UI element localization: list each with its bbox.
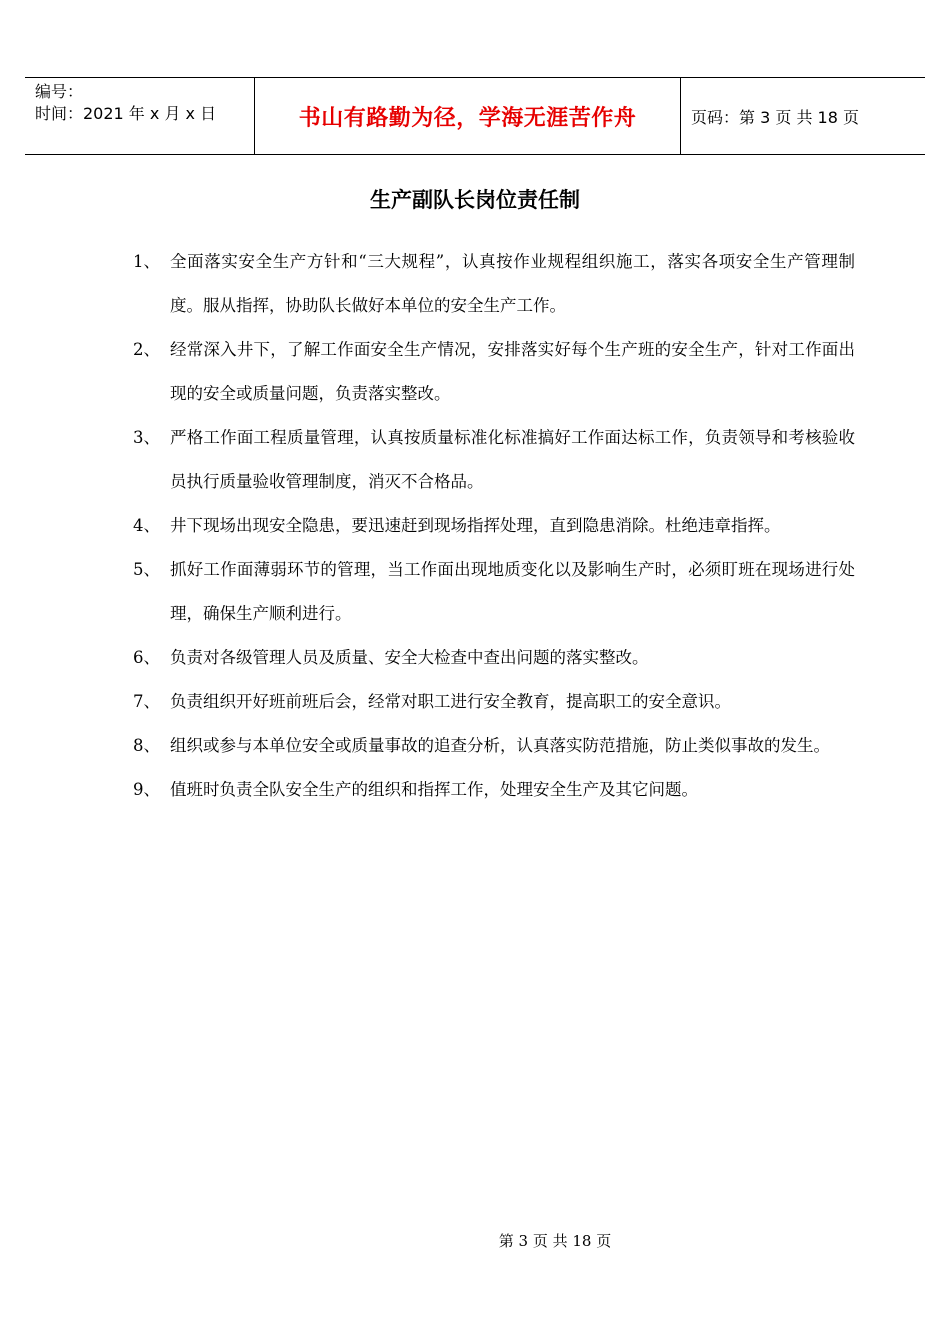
list-item xyxy=(133,724,855,768)
document-title: 生产副队长岗位责任制 xyxy=(370,188,580,212)
serial-number-label: 编号： xyxy=(35,82,84,101)
item-number: 9、 xyxy=(133,780,160,799)
header-page-info: 页码：第 3 页 共 18 页 xyxy=(691,107,859,127)
item-text: 经常深入井下，了解工作面安全生产情况，安排落实好每个生产班的安全生产，针对工作面出现的安全或质量问题，负责落实整改。 xyxy=(170,340,855,403)
list-item xyxy=(133,548,855,636)
motto-text: 书山有路勤为径，学海无涯苦作舟 xyxy=(298,105,637,131)
list-item xyxy=(133,768,855,812)
list-item xyxy=(133,416,855,504)
item-text: 严格工作面工程质量管理，认真按质量标准化标准搞好工作面达标工作，负责领导和考核验收员执行质量验收管理制度，消灭不合格品。 xyxy=(170,428,855,491)
item-text: 抓好工作面薄弱环节的管理，当工作面出现地质变化以及影响生产时，必须盯班在现场进行处理，确保生产顺利进行。 xyxy=(170,560,855,623)
header-page-cell xyxy=(681,78,925,154)
item-text: 负责对各级管理人员及质量、安全大检查中查出问题的落实整改。 xyxy=(170,648,649,667)
item-number: 8、 xyxy=(133,736,160,755)
list-item xyxy=(133,504,855,548)
item-number: 3、 xyxy=(133,428,160,447)
list-item xyxy=(133,240,855,328)
item-number: 1、 xyxy=(133,252,160,271)
item-text: 负责组织开好班前班后会，经常对职工进行安全教育，提高职工的安全意识。 xyxy=(170,692,731,711)
item-number: 7、 xyxy=(133,692,160,711)
item-number: 4、 xyxy=(133,516,160,535)
item-text: 井下现场出现安全隐患，要迅速赶到现场指挥处理，直到隐患消除。杜绝违章指挥。 xyxy=(170,516,781,535)
item-number: 6、 xyxy=(133,648,160,667)
page-header xyxy=(25,77,925,155)
date-label: 时间：2021 年 x 月 x 日 xyxy=(35,104,217,123)
list-item xyxy=(133,636,855,680)
responsibility-list xyxy=(133,240,855,812)
page-footer: 第 3 页 共 18 页 xyxy=(498,1232,612,1250)
item-number: 5、 xyxy=(133,560,160,579)
item-text: 全面落实安全生产方针和“三大规程”，认真按作业规程组织施工，落实各项安全生产管理制度。服从指挥，协助队长做好本单位的安全生产工作。 xyxy=(170,252,855,315)
list-item xyxy=(133,328,855,416)
list-item xyxy=(133,680,855,724)
header-motto-cell xyxy=(255,78,681,154)
item-text: 组织或参与本单位安全或质量事故的追查分析，认真落实防范措施，防止类似事故的发生。 xyxy=(170,736,830,755)
item-number: 2、 xyxy=(133,340,160,359)
item-text: 值班时负责全队安全生产的组织和指挥工作，处理安全生产及其它问题。 xyxy=(170,780,698,799)
header-meta-cell xyxy=(25,78,255,154)
